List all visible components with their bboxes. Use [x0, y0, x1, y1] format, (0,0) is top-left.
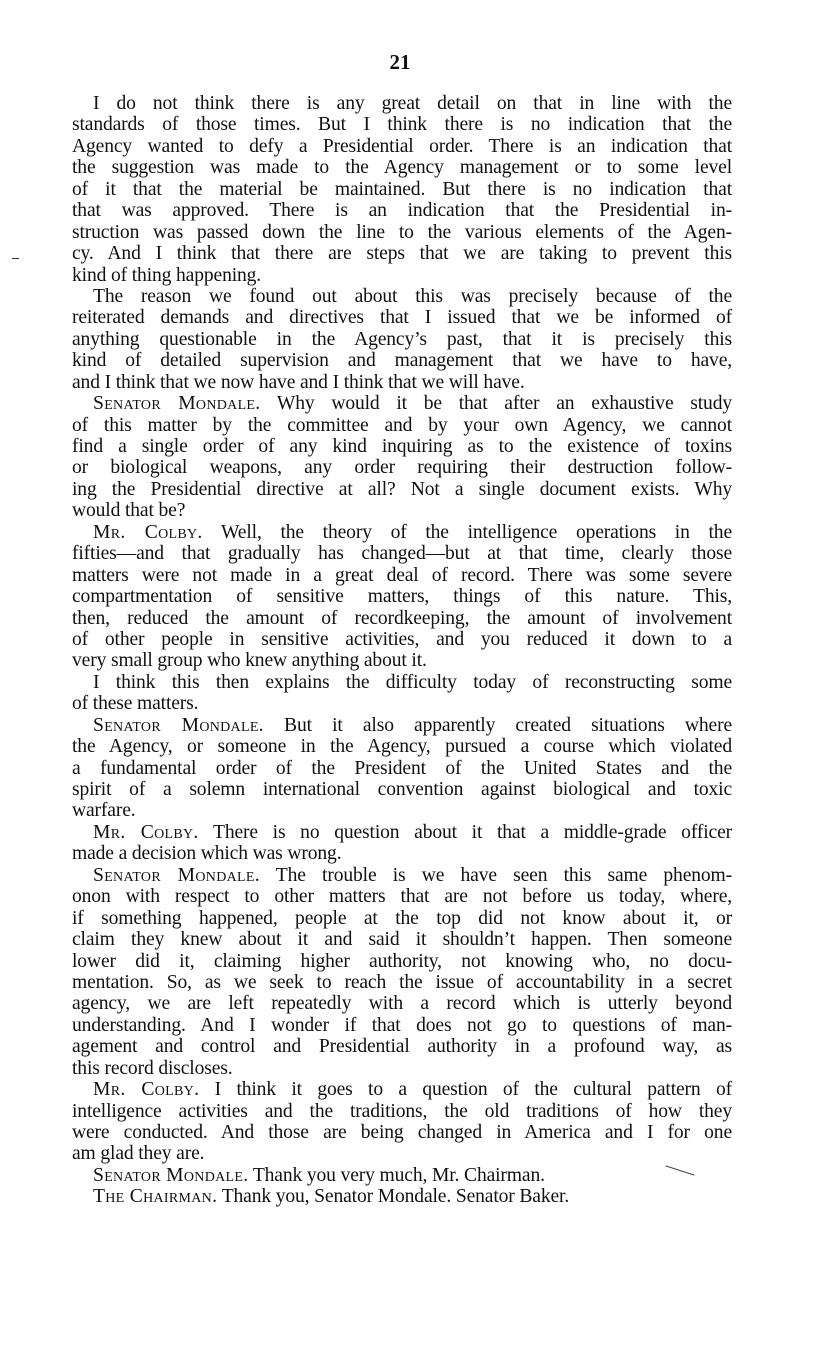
text-line: ing the Presidential directive at all? Not a single document exists. Why [72, 478, 732, 500]
speech-text: Thank you very much, Mr. Chairman. [248, 1164, 545, 1186]
text-line: compartmentation of sensitive matters, things of this nature. This, [72, 586, 732, 608]
paragraph [72, 286, 732, 393]
text-line: this record discloses. [72, 1057, 233, 1079]
speech-text: Why would it be that after an exhaustive study [260, 393, 732, 415]
paragraph [72, 393, 732, 522]
text-line: am glad they are. [72, 1143, 205, 1165]
text-line: very small group who knew anything about it. [72, 650, 427, 672]
text-line: then, reduced the amount of recordkeeping, the amount of involvement [72, 607, 732, 629]
text-line: I do not think there is any great detail on that in line with the [93, 93, 732, 114]
text-line: standards of those times. But I think there is no indication that the [72, 114, 732, 136]
speaker-name: Senator Mondale. [93, 864, 260, 886]
text-line: anything questionable in the Agency’s past, that it is precisely this [72, 328, 732, 350]
paragraph [72, 822, 732, 865]
text-line: of these matters. [72, 693, 199, 715]
speaker-name: Senator Mondale. [93, 393, 261, 415]
text-line [72, 393, 732, 414]
text-line: fifties—and that gradually has changed—but at that time, clearly those [72, 543, 732, 565]
text-line: Agency wanted to defy a Presidential order. There is an indication that [72, 135, 732, 157]
speech-text: There is no question about it that a middle-grade officer [198, 821, 732, 843]
speaker-name: The Chairman. [93, 1186, 218, 1208]
speech-text: The trouble is we have seen this same phenom- [259, 864, 732, 886]
paragraph [72, 522, 732, 672]
speech-text: Thank you, Senator Mondale. Senator Baker. [217, 1186, 570, 1208]
text-line [72, 865, 732, 886]
text-line: The reason we found out about this was precisely because of the [93, 285, 732, 307]
text-line: agement and control and Presidential authority in a profound way, as [72, 1036, 732, 1058]
margin-mark [12, 258, 19, 259]
text-line: onon with respect to other matters that are not before us today, where, [72, 886, 732, 908]
text-line: made a decision which was wrong. [72, 843, 342, 865]
text-line: I think this then explains the difficulty today of reconstructing some [93, 671, 732, 693]
text-line: understanding. And I wonder if that does not go to questions of man- [72, 1014, 732, 1036]
page-number: 21 [389, 50, 411, 74]
speaker-name: Senator Mondale. [93, 1164, 249, 1186]
text-line: the suggestion was made to the Agency management or to some level [72, 157, 732, 179]
text-line [72, 822, 732, 843]
text-line [72, 1079, 732, 1100]
paragraph [72, 672, 732, 715]
paragraph [72, 1165, 732, 1186]
text-line: matters were not made in a great deal of record. There was some severe [72, 564, 732, 586]
text-line: claim they knew about it and said it shouldn’t happen. Then someone [72, 929, 732, 951]
paragraph [72, 715, 732, 822]
document-body [72, 93, 732, 1208]
text-line: struction was passed down the line to the various elements of the Agen- [72, 221, 732, 243]
text-line [72, 1165, 732, 1186]
speaker-name: Senator Mondale. [93, 714, 264, 736]
paragraph [72, 1186, 732, 1207]
speech-text: I think it goes to a question of the cultural pattern of [199, 1079, 732, 1101]
text-line: if something happened, people at the top did not know about it, or [72, 907, 732, 929]
text-line: mentation. So, as we seek to reach the issue of accountability in a secret [72, 971, 732, 993]
speech-text: Well, the theory of the intelligence operations in the [202, 521, 732, 543]
text-line: the Agency, or someone in the Agency, pursued a course which violated [72, 736, 732, 758]
paragraph [72, 1079, 732, 1165]
text-line: reiterated demands and directives that I issued that we be informed of [72, 307, 732, 329]
text-line: of it that the material be maintained. But there is no indication that [72, 178, 732, 200]
text-line: would that be? [72, 500, 186, 522]
text-line: kind of detailed supervision and management that we have to have, [72, 350, 732, 372]
speaker-name: Mr. Colby. [93, 821, 199, 843]
text-line: find a single order of any kind inquiring as to the existence of toxins [72, 436, 732, 457]
text-line: of other people in sensitive activities, and you reduced it down to a [72, 628, 732, 650]
text-line: and I think that we now have and I think that we will have. [72, 371, 525, 393]
text-line: cy. And I think that there are steps that we are taking to prevent this [72, 243, 732, 265]
text-line: spirit of a solemn international convention against biological and toxic [72, 779, 732, 800]
text-line [72, 1186, 732, 1207]
text-line [72, 715, 732, 736]
text-line: warfare. [72, 800, 136, 822]
text-line: intelligence activities and the traditions, the old traditions of how they [72, 1100, 732, 1122]
text-line [72, 522, 732, 543]
text-line: of this matter by the committee and by your own Agency, we cannot [72, 414, 732, 436]
text-line: or biological weapons, any order requiring their destruction follow- [72, 457, 732, 479]
text-line: were conducted. And those are being changed in America and I for one [72, 1122, 732, 1143]
text-line: agency, we are left repeatedly with a record which is utterly beyond [72, 993, 732, 1015]
text-line: that was approved. There is an indication that the Presidential in- [72, 200, 732, 222]
paragraph [72, 865, 732, 1079]
text-line: a fundamental order of the President of the United States and the [72, 757, 732, 779]
text-line: lower did it, claiming higher authority, not knowing who, no docu- [72, 950, 732, 972]
text-line: kind of thing happening. [72, 264, 262, 286]
paragraph [72, 93, 732, 286]
speaker-name: Mr. Colby. [93, 1079, 200, 1101]
speech-text: But it also apparently created situations where [263, 714, 732, 736]
speaker-name: Mr. Colby. [93, 521, 203, 543]
